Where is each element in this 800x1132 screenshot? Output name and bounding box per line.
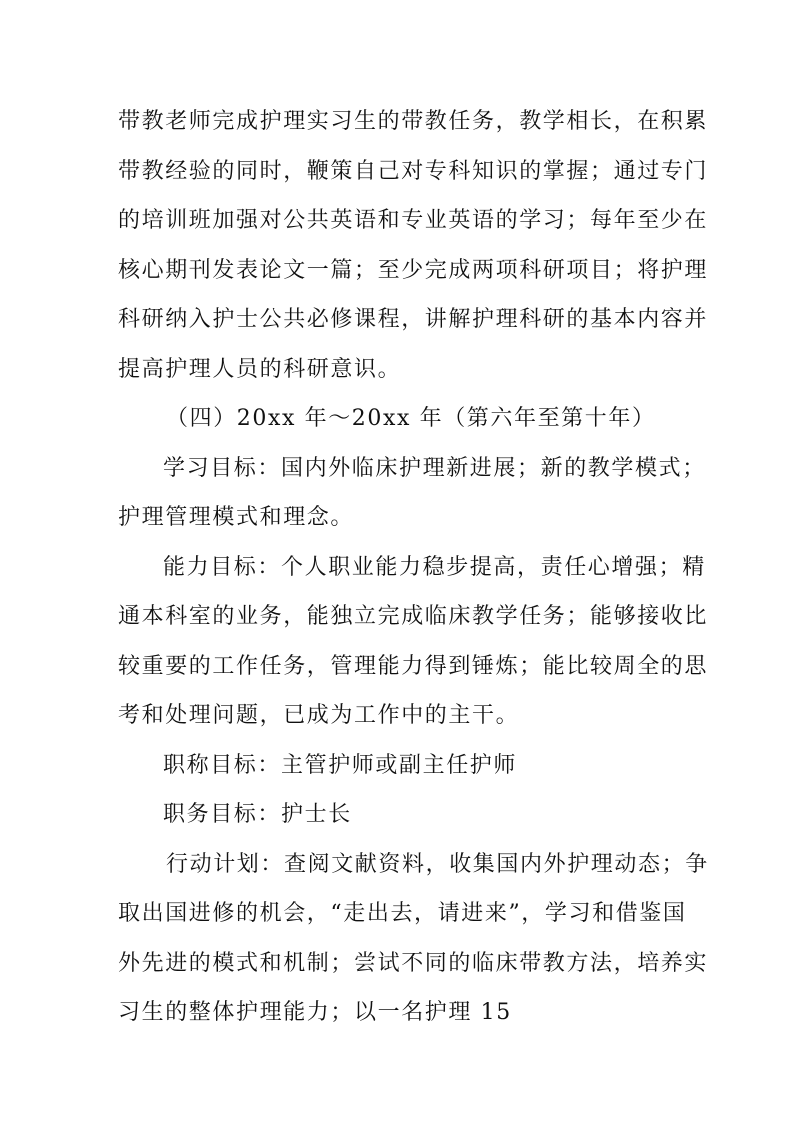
learning-goal-line: 护理管理模式和理念。 bbox=[118, 505, 355, 530]
learning-goal-line: 学习目标：国内外临床护理新进展；新的教学模式； bbox=[163, 456, 706, 481]
paragraph-line: 科研纳入护士公共必修课程，讲解护理科研的基本内容并 bbox=[118, 307, 709, 332]
action-plan-line: 行动计划：查阅文献资料，收集国内外护理动态；争 bbox=[166, 852, 709, 877]
paragraph-line: 的培训班加强对公共英语和专业英语的学习；每年至少在 bbox=[118, 208, 709, 233]
action-plan-line: 外先进的模式和机制；尝试不同的临床带教方法，培养实 bbox=[118, 951, 709, 976]
paragraph-line: 带教老师完成护理实习生的带教任务，教学相长，在积累 bbox=[118, 109, 709, 134]
paragraph-line: 带教经验的同时，鞭策自己对专科知识的掌握；通过专门 bbox=[118, 159, 709, 184]
paragraph-line: 提高护理人员的科研意识。 bbox=[118, 357, 402, 382]
ability-goal-line: 能力目标：个人职业能力稳步提高，责任心增强；精 bbox=[163, 555, 706, 580]
action-plan-line: 取出国进修的机会，“走出去，请进来”，学习和借鉴国 bbox=[118, 901, 687, 926]
action-plan-line: 习生的整体护理能力；以一名护理 15 bbox=[118, 1000, 512, 1025]
position-goal-line: 职务目标：护士长 bbox=[163, 802, 352, 827]
ability-goal-line: 较重要的工作任务，管理能力得到锤炼；能比较周全的思 bbox=[118, 654, 709, 679]
title-goal-line: 职称目标：主管护师或副主任护师 bbox=[163, 753, 518, 778]
ability-goal-line: 通本科室的业务，能独立完成临床教学任务；能够接收比 bbox=[118, 604, 709, 629]
paragraph-line: 核心期刊发表论文一篇；至少完成两项科研项目；将护理 bbox=[118, 258, 709, 283]
ability-goal-line: 考和处理问题，已成为工作中的主干。 bbox=[118, 703, 520, 728]
section-heading: （四）20xx 年～20xx 年（第六年至第十年） bbox=[166, 406, 656, 431]
